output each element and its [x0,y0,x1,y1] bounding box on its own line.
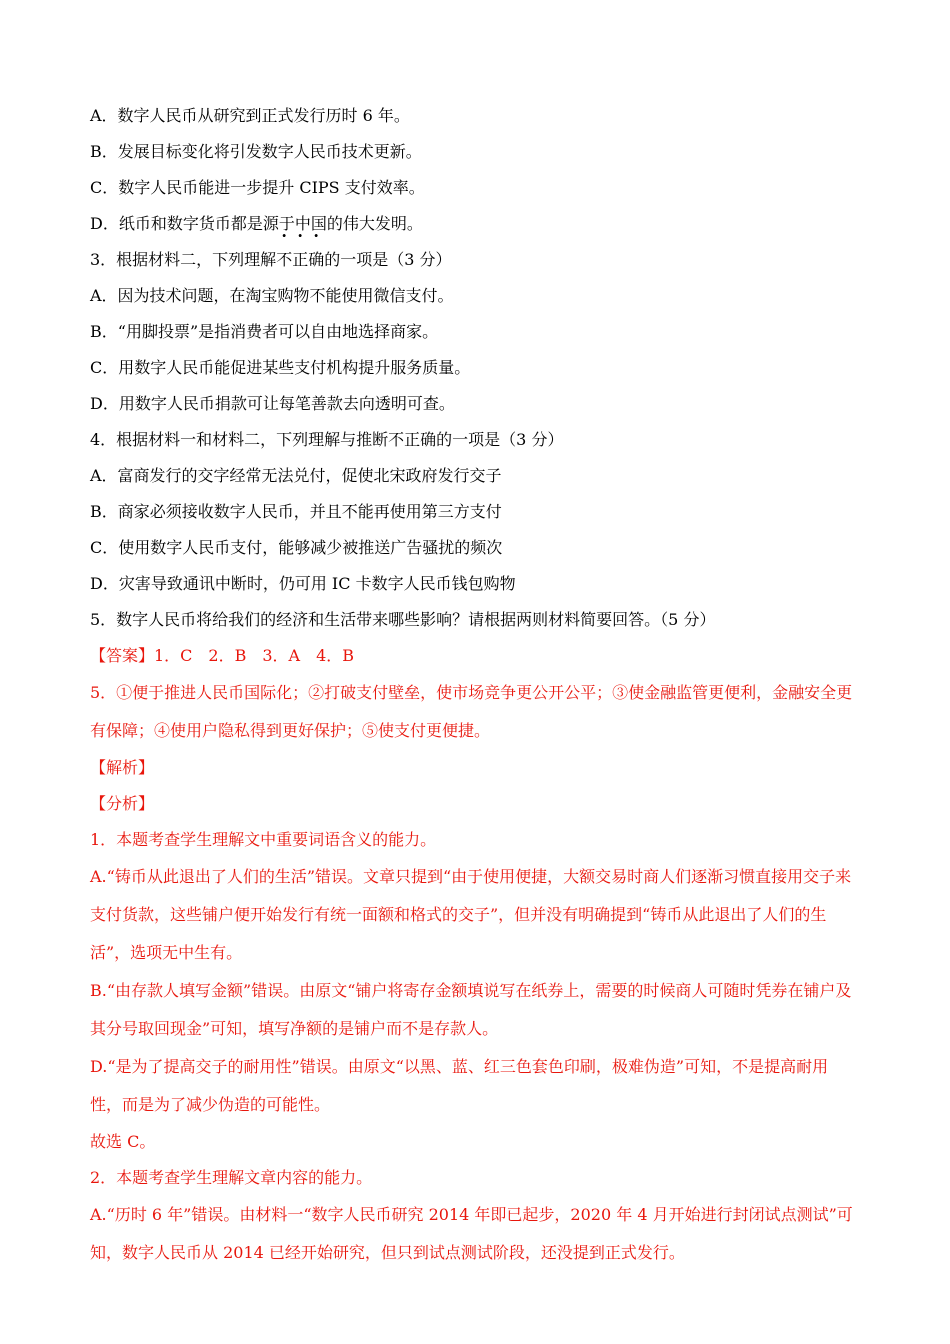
jiexi-heading: 【解析】 [90,758,155,777]
analysis-1-title: 1．本题考查学生理解文中重要词语含义的能力。 [90,830,437,849]
document-page [90,98,860,1272]
q3-option-a: A．因为技术问题，在淘宝购物不能使用微信支付。 [90,286,454,305]
answer-5: 5．①便于推进人民币国际化；②打破支付壁垒，使市场竞争更公开公平；③使金融监管更便利，金融安全更有保障；④使用户隐私得到更好保护；⑤使支付更便捷。 [90,683,853,740]
analysis-1-conclusion: 故选 C。 [90,1132,156,1151]
emphasis-char-2: 正 [292,250,309,269]
question-3-prefix: 3．根据材料二，下列理解 [90,250,277,269]
analysis-1-option-d: D.“是为了提高交子的耐用性”错误。由原文“以黑、蓝、红三色套色印刷，极难伪造”可知，不是提高耐用性，而是为了减少伪造的可能性。 [90,1057,829,1114]
analysis-1-option-b: B.“由存款人填写金额”错误。由原文“铺户将寄存金额填说写在纸券上，需要的时候商人可随时凭券在铺户及其分号取回现金”可知，填写净额的是铺户而不是存款人。 [90,981,852,1038]
answer-line: 【答案】1．C 2．B 3．A 4．B [90,646,355,665]
analysis-2-option-a: A.“历时 6 年”错误。由材料一“数字人民币研究 2014 年即已起步，2020 年 4 月开始进行封闭试点测试”可知，数字人民币从 2014 已经开始研究，但只到试点测试阶段，还没提到正式发行。 [90,1205,853,1262]
q4-option-c: C．使用数字人民币支付，能够减少被推送广告骚扰的频次 [90,538,503,557]
q2-option-c: C．数字人民币能进一步提升 CIPS 支付效率。 [90,178,425,197]
q4-option-b: B．商家必须接收数字人民币，并且不能再使用第三方支付 [90,502,502,521]
question-4: 4．根据材料一和材料二，下列理解与推断不正确的一项是（3 分） [90,430,564,449]
fenxi-heading: 【分析】 [90,794,155,813]
analysis-2-title: 2．本题考查学生理解文章内容的能力。 [90,1168,373,1187]
analysis-1-option-a: A.“铸币从此退出了人们的生活”错误。文章只提到“由于使用便捷，大额交易时商人们逐渐习惯直接用交子来支付货款，这些铺户便开始发行有统一面额和格式的交子”，但并没有明确提到“铸币从此退出了人们的生活”，选项无中生有。 [90,867,852,962]
question-3-suffix: 的一项是（3 分） [324,250,452,269]
q3-option-c: C．用数字人民币能促进某些支付机构提升服务质量。 [90,358,471,377]
q4-option-a: A．富商发行的交字经常无法兑付，促使北宋政府发行交子 [90,466,502,485]
q4-option-d: D．灾害导致通讯中断时，仍可用 IC 卡数字人民币钱包购物 [90,574,516,593]
q3-option-b: B．“用脚投票”是指消费者可以自由地选择商家。 [90,322,439,341]
q2-option-d: D．纸币和数字货币都是源于中国的伟大发明。 [90,214,423,233]
q2-option-a: A．数字人民币从研究到正式发行历时 6 年。 [90,106,410,125]
question-3 [90,242,860,278]
emphasis-char-1: 不 [276,250,293,269]
q2-option-b: B．发展目标变化将引发数字人民币技术更新。 [90,142,422,161]
q3-option-d: D．用数字人民币捐款可让每笔善款去向透明可查。 [90,394,455,413]
emphasis-char-3: 确 [308,250,325,269]
question-5: 5．数字人民币将给我们的经济和生活带来哪些影响？请根据两则材料简要回答。（5 分） [90,610,716,629]
